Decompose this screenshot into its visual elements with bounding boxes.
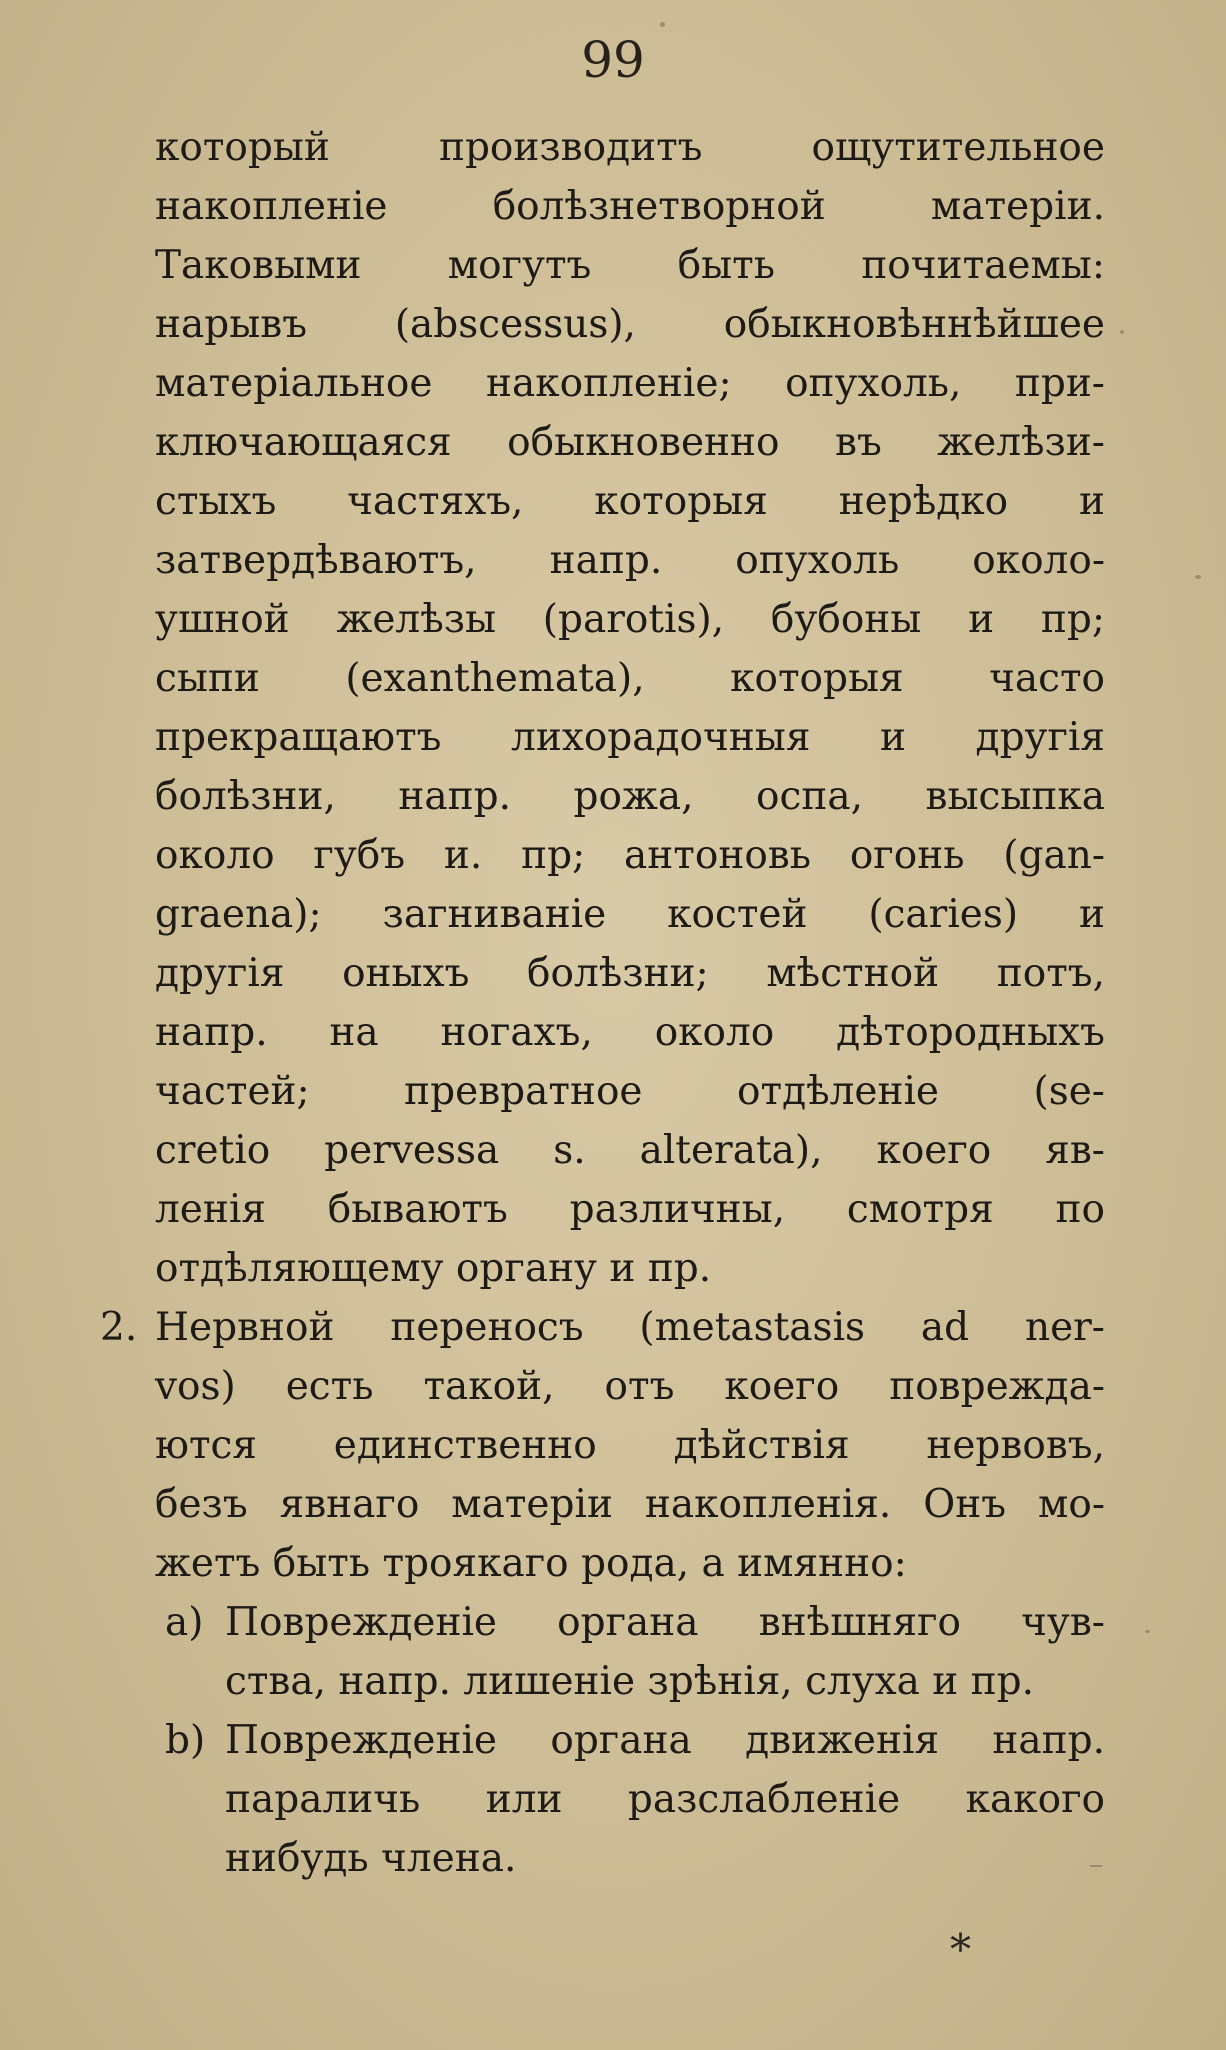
text-line: нарывъ (abscessus), обыкновѣннѣйшее bbox=[155, 302, 1105, 347]
text-line: болѣзни, напр. рожа, оспа, высыпка bbox=[155, 774, 1105, 819]
paper-speck bbox=[1120, 330, 1124, 334]
text-line: который производитъ ощутительное bbox=[155, 125, 1105, 170]
text-line: нибудь члена. bbox=[225, 1836, 517, 1881]
numbered-item-2 bbox=[100, 1298, 1105, 1593]
text-line: vos) есть такой, отъ коего повреждa- bbox=[155, 1364, 1105, 1409]
paper-speck bbox=[1090, 1865, 1102, 1867]
text-line: параличь или разслабленіе какого bbox=[225, 1777, 1105, 1822]
text-line: Нервной переносъ (metastasis ad ner- bbox=[155, 1305, 1105, 1350]
text-line: сыпи (exanthemata), которыя часто bbox=[155, 656, 1105, 701]
sub-item-a bbox=[155, 1593, 1105, 1711]
text-line: затвердѣваютъ, напр. опухоль около- bbox=[155, 538, 1105, 583]
text-line: стыхъ частяхъ, которыя нерѣдко и bbox=[155, 479, 1105, 524]
paper-speck bbox=[1145, 1630, 1150, 1633]
paper-speck bbox=[660, 22, 665, 27]
text-line: cretio pervessa s. alterata), коего яв- bbox=[155, 1128, 1105, 1173]
paper-speck bbox=[1195, 575, 1201, 579]
text-line: безъ явнаго матеріи накопленія. Онъ мо- bbox=[155, 1482, 1105, 1527]
item-number: 2. bbox=[100, 1305, 138, 1350]
sub-item-marker: b) bbox=[165, 1718, 206, 1763]
signature-mark: * bbox=[950, 1925, 971, 1974]
text-line: матеріальное накопленіе; опухоль, при- bbox=[155, 361, 1105, 406]
text-line: ключающаяся обыкновенно въ желѣзи- bbox=[155, 420, 1105, 465]
text-line: отдѣляющему органу и пр. bbox=[155, 1246, 712, 1291]
text-line: Таковыми могутъ быть почитаемы: bbox=[155, 243, 1105, 288]
text-line: прекращаютъ лихорадочныя и другія bbox=[155, 715, 1105, 760]
text-line: ются единственно дѣйствія нервовъ, bbox=[155, 1423, 1105, 1468]
sub-item-b bbox=[155, 1711, 1105, 1888]
text-line: Поврежденіе органа внѣшняго чув- bbox=[225, 1600, 1105, 1645]
text-line: частей; превратное отдѣленіе (se- bbox=[155, 1069, 1105, 1114]
text-line: накопленіе болѣзнетворной матеріи. bbox=[155, 184, 1105, 229]
text-line: напр. на ногахъ, около дѣтородныхъ bbox=[155, 1010, 1105, 1055]
text-line: ленія бываютъ различны, смотря по bbox=[155, 1187, 1105, 1232]
page-number: 99 bbox=[581, 31, 645, 89]
text-line: другія оныхъ болѣзни; мѣстной потъ, bbox=[155, 951, 1105, 996]
text-line: Поврежденіе органа движенія напр. bbox=[225, 1718, 1105, 1763]
sub-item-marker: a) bbox=[165, 1600, 204, 1645]
body-text bbox=[100, 118, 1105, 1888]
text-line: около губъ и. пр; антоновь огонь (gan- bbox=[155, 833, 1105, 878]
text-line: graena); загниваніе костей (caries) и bbox=[155, 892, 1105, 937]
text-line: ушной желѣзы (parotis), бубоны и пр; bbox=[155, 597, 1105, 642]
text-line: ства, напр. лишеніе зрѣнія, слуха и пр. bbox=[225, 1659, 1035, 1704]
text-line: жетъ быть троякаго рода, а имянно: bbox=[155, 1541, 907, 1586]
